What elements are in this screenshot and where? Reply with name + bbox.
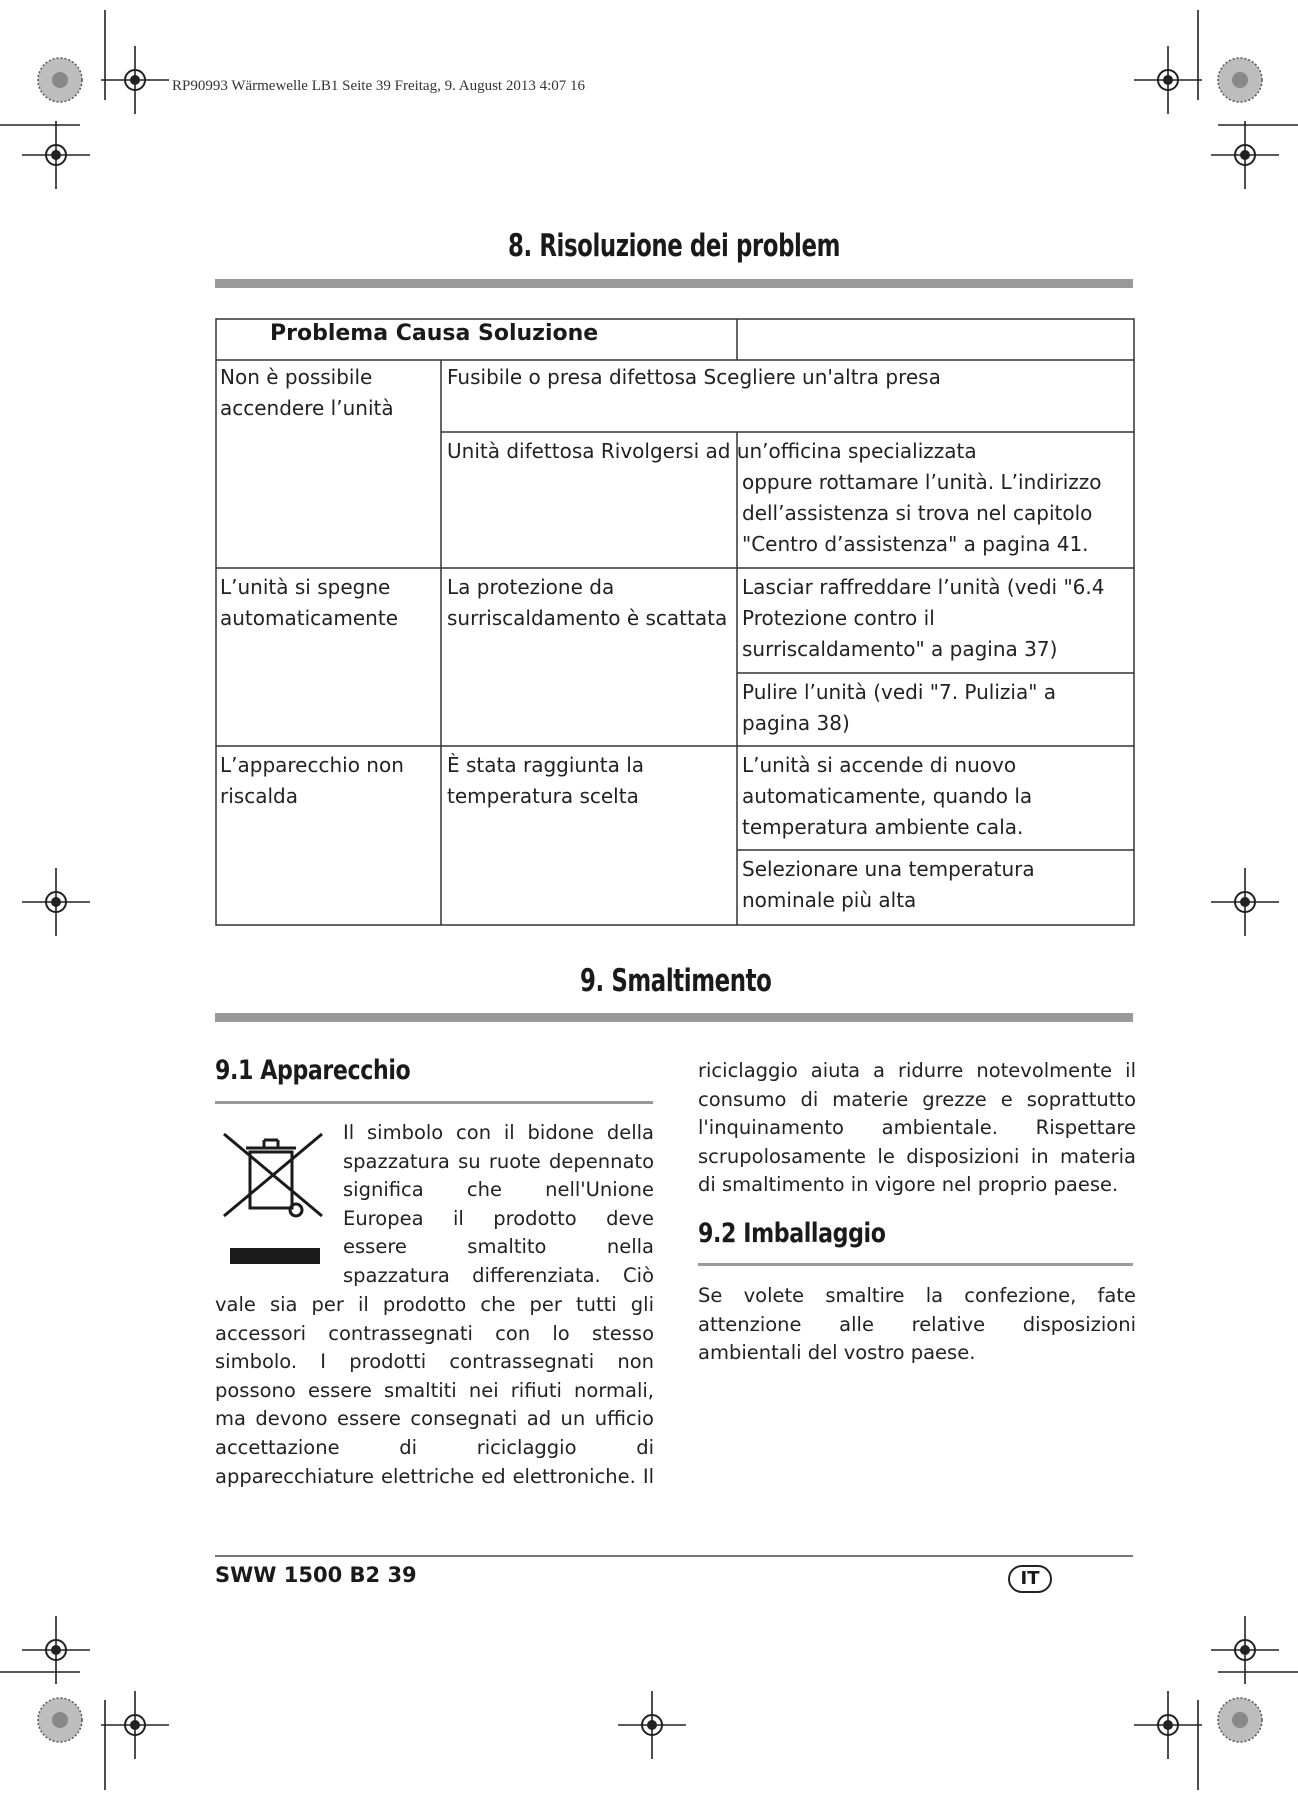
- subsection-9-2-rule: [698, 1263, 1133, 1266]
- recycling-para: riciclaggio aiuta a ridurre notevolmente il consumo di materie grezze e soprattutto l'inquinamento ambientale. Rispettare scrupolosamente le disposizioni in materia di smaltimento in vigore nel proprio paese.: [698, 1059, 1136, 1197]
- subsection-9-1-title: 9.1 Apparecchio: [215, 1055, 411, 1086]
- subsection-9-2-title: 9.2 Imballaggio: [698, 1218, 886, 1249]
- table-cell-problem-3: L’unità si spegne automaticamente: [220, 575, 399, 630]
- table-cell-problem-5: L’apparecchio non riscalda: [220, 753, 404, 808]
- crossed-out-wheelie-bin-icon: [218, 1124, 328, 1264]
- table-header: Problema Causa Soluzione: [270, 321, 599, 346]
- table-cell-solution-6: Selezionare una temperatura nominale più alta: [742, 857, 1035, 912]
- footer-rule: [215, 1555, 1133, 1557]
- table-cell-cause-2: Unità difettosa Rivolgersi ad un’officina specializzata: [447, 439, 977, 463]
- language-badge: IT: [1008, 1565, 1052, 1593]
- table-cell-problem-1: Non è possibile accendere l’unità: [220, 365, 394, 420]
- subsection-9-2-para: Se volete smaltire la confezione, fate attenzione alle relative disposizioni ambientali del vostro paese.: [698, 1284, 1136, 1365]
- table-cell-cause-3: La protezione da surriscaldamento è scattata: [447, 575, 728, 630]
- subsection-9-1-rule: [215, 1101, 653, 1104]
- subsection-9-1-para: vale sia per il prodotto che per tutti gli accessori contrassegnati con lo stesso simbolo. I prodotti contrassegnati non possono essere smaltiti nei rifiuti normali, ma devono essere consegnati ad un ufficio accettazione di riciclaggio di apparecchiature elettriche ed elettroniche. Il: [215, 1293, 654, 1488]
- print-header: RP90993 Wärmewelle LB1 Seite 39 Freitag, 9. August 2013 4:07 16: [172, 78, 586, 94]
- table-cell-solution-2: oppure rottamare l’unità. L’indirizzo dell’assistenza si trova nel capitolo "Centro d’assistenza" a pagina 41.: [742, 470, 1102, 556]
- table-cell-solution-3: Lasciar raffreddare l’unità (vedi "6.4 Protezione contro il surriscaldamento" a pagina 37): [742, 575, 1105, 661]
- table-cell-cause-5: È stata raggiunta la temperatura scelta: [447, 753, 645, 808]
- subsection-9-1-para-beside-icon: Il simbolo con il bidone della spazzatura su ruote depennato significa che nell'Unione Europea il prodotto deve essere smaltito nella spazzatura differenziata. Ciò: [343, 1121, 654, 1287]
- section-9-rule: [215, 1013, 1133, 1022]
- table-cell-solution-5: L’unità si accende di nuovo automaticamente, quando la temperatura ambiente cala.: [742, 753, 1033, 839]
- section-8-title: 8. Risoluzione dei problem: [508, 228, 840, 264]
- section-9-title: 9. Smaltimento: [580, 963, 772, 999]
- table-cell-cause-1: Fusibile o presa difettosa Scegliere un'altra presa: [447, 365, 941, 389]
- footer-code: SWW 1500 B2 39: [215, 1563, 417, 1587]
- table-cell-solution-4: Pulire l’unità (vedi "7. Pulizia" a pagina 38): [742, 680, 1057, 735]
